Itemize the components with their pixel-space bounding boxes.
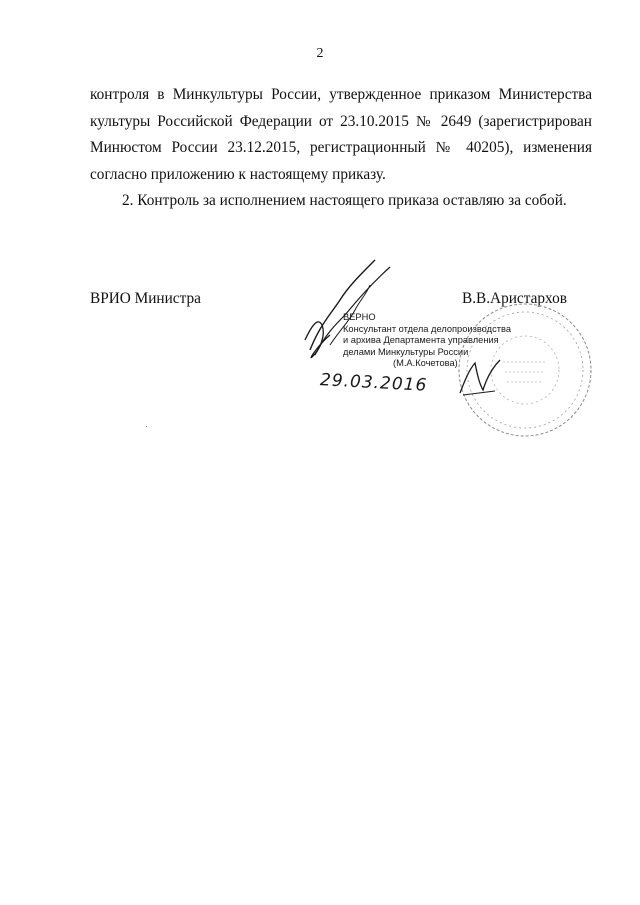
cert-line-4: делами Минкультуры России <box>343 346 469 357</box>
document-body <box>90 82 592 215</box>
handwritten-initials-icon <box>455 355 505 400</box>
signer-position: ВРИО Министра <box>90 290 201 307</box>
page-number: 2 <box>316 46 324 61</box>
cert-line-2: Консультант отдела делопроизводства <box>343 323 511 334</box>
signer-name: В.В.Аристархов <box>462 290 567 307</box>
cert-line-5: (М.А.Кочетова) <box>393 358 458 368</box>
scan-speck <box>146 426 147 427</box>
cert-line-3: и архива Департамента управления <box>343 335 499 345</box>
cert-verified-label: ВЕРНО <box>343 312 376 322</box>
paragraph-2: 2. Контроль за исполнением настоящего приказа оставляю за собой. <box>122 192 567 209</box>
paragraph-1: контроля в Минкультуры России, утвержденное приказом Министерства культуры Российской Федерации от 23.10.2015 № 2649 (зарегистрирован Минюстом России 23.12.2015, регистрационный № 40205), изменения согласно приложению к настоящему приказу. <box>90 86 592 183</box>
cert-date: 29.03.2016 <box>319 370 428 396</box>
